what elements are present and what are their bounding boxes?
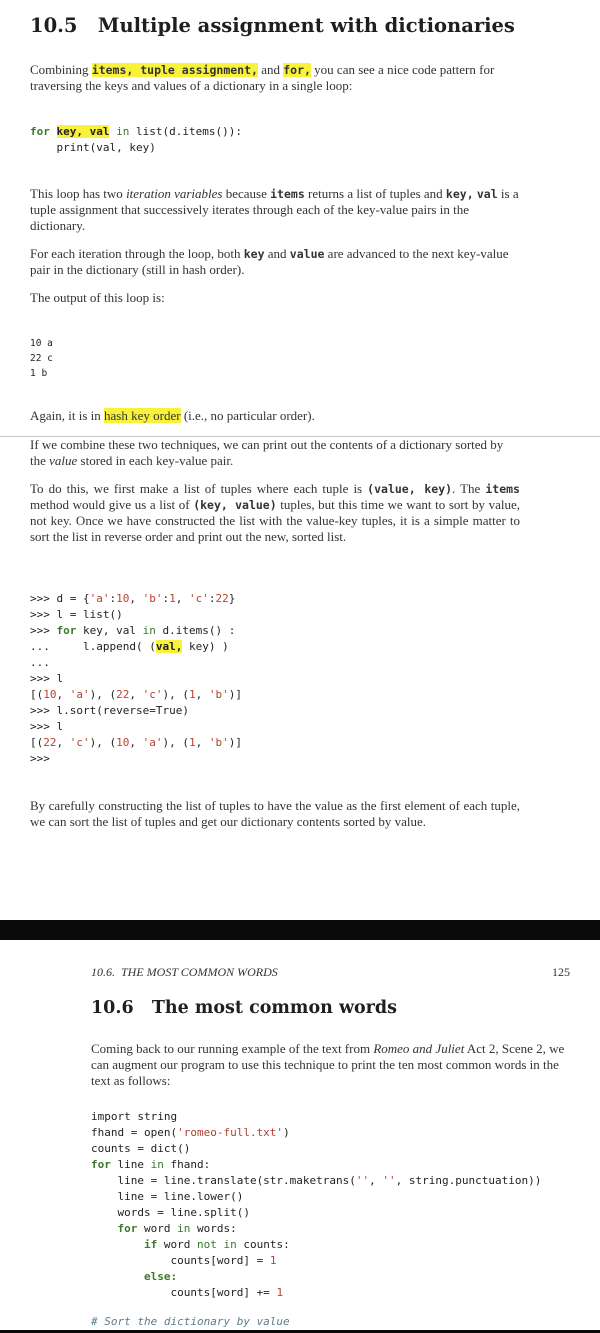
code-line: for line in fhand: — [91, 1158, 211, 1171]
paragraph-each-iteration: For each iteration through the loop, both key and value are advanced to the next key-value pair in the dictionary (still in hash order). — [30, 246, 509, 277]
section-title-10-5: 10.5 Multiple assignment with dictionaries — [30, 14, 515, 37]
paragraph-tuples-explanation: To do this, we first make a list of tuples where each tuple is (value, key). The items method would give us a list of (key, value) tuples, but this time we want to sort by value, not key. Once we have constructed the list with the value-key tuples, it is a simple matter to sort the list in reverse order and print out the new, sorted list. — [30, 481, 520, 544]
code-line: [(22, 'c'), (10, 'a'), (1, 'b')] — [30, 736, 242, 749]
code-line: [(10, 'a'), (22, 'c'), (1, 'b')] — [30, 688, 242, 701]
code-line: ... — [30, 656, 50, 669]
code-comment: # Sort the dictionary by value — [91, 1315, 290, 1328]
code-line: >>> l = list() — [30, 608, 123, 621]
code-block-loop — [30, 124, 242, 156]
code-line: import string — [91, 1110, 178, 1123]
code-line: if word not in counts: — [143, 1238, 290, 1251]
paragraph-output-label: The output of this loop is: — [30, 290, 165, 305]
code-line: for key, val in list(d.items()): — [30, 125, 242, 138]
output-line: 22 c — [30, 353, 53, 364]
code-block-romeo — [91, 1109, 541, 1329]
code-line: >>> d = {'a':10, 'b':1, 'c':22} — [30, 592, 236, 605]
highlight-for: for, — [283, 63, 311, 77]
code-line: words = line.split() — [91, 1206, 250, 1219]
code-line: print(val, key) — [30, 141, 156, 154]
code-line: >>> — [30, 752, 50, 765]
paragraph-combine-techniques: If we combine these two techniques, we can print out the contents of a dictionary sorted by the value stored in each key-value pair. — [30, 437, 504, 468]
output-block — [30, 336, 53, 381]
code-block-sort — [30, 591, 242, 767]
output-line: 1 b — [30, 368, 48, 379]
code-line: >>> l — [30, 672, 64, 685]
output-line: 10 a — [30, 338, 53, 349]
page-number: 125 — [552, 965, 570, 979]
code-line: line = line.translate(str.maketrans('', '', string.punctuation)) — [91, 1174, 542, 1187]
code-line: counts[word] += 1 — [91, 1286, 284, 1299]
paragraph-carefully-constructing: By carefully constructing the list of tuples to have the value as the first element of each tuple, we can sort the list of tuples and get our dictionary contents sorted by value. — [30, 798, 520, 829]
highlight-hash-key-order: hash key order — [104, 408, 181, 423]
code-line: else: — [143, 1270, 178, 1283]
code-line: counts = dict() — [91, 1142, 191, 1155]
code-line: counts[word] = 1 — [91, 1254, 277, 1267]
code-line: line = line.lower() — [91, 1190, 244, 1203]
paragraph-hash-order: Again, it is in hash key order (i.e., no particular order). — [30, 408, 315, 423]
running-header: 10.6. THE MOST COMMON WORDS — [91, 965, 278, 979]
paragraph-romeo-juliet: Coming back to our running example of the text from Romeo and Juliet Act 2, Scene 2, we can augment our program to use this technique to print the ten most common words in the text as follows: — [91, 1041, 565, 1088]
code-line: >>> l.sort(reverse=True) — [30, 704, 189, 717]
highlight-items: items, tuple assignment, — [91, 63, 258, 77]
code-line: >>> for key, val in d.items() : — [30, 624, 236, 637]
code-line: fhand = open('romeo-full.txt') — [91, 1126, 290, 1139]
code-line: ... l.append( (val, key) ) — [30, 640, 229, 653]
intro-paragraph: Combining items, tuple assignment, and for, you can see a nice code pattern for traversing the keys and values of a dictionary in a single loop: — [30, 62, 495, 93]
paragraph-iteration-variables: This loop has two iteration variables because items returns a list of tuples and key, val is a tuple assignment that successively iterates through each of the key-value pairs in the dictionary. — [30, 186, 519, 233]
page-separator-bar — [0, 920, 600, 940]
section-title-10-6: 10.6 The most common words — [91, 998, 397, 1018]
code-line: >>> l — [30, 720, 64, 733]
code-line: for word in words: — [117, 1222, 237, 1235]
